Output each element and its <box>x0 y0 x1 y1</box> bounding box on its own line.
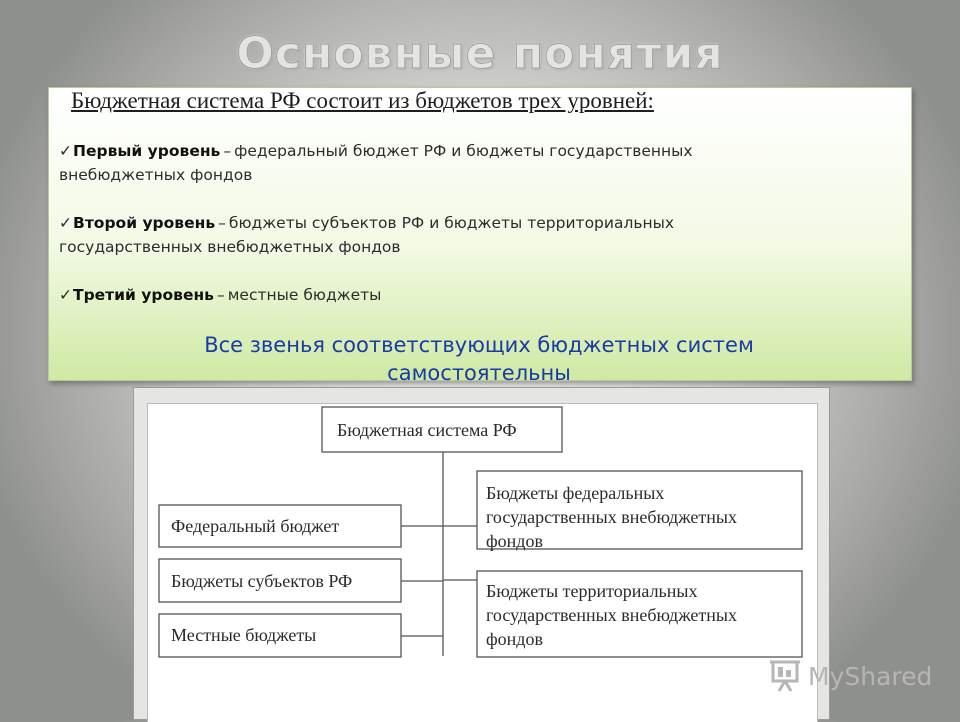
info-panel <box>48 87 912 385</box>
node-subject-budgets <box>159 559 401 602</box>
level-term: Первый уровень <box>73 142 221 160</box>
node-label: Местные бюджеты <box>171 625 317 645</box>
presentation-board-icon <box>768 659 804 693</box>
level-dash: – <box>216 286 225 304</box>
node-label: Бюджеты субъектов РФ <box>171 571 353 591</box>
level-dash: – <box>218 214 226 232</box>
root-label: Бюджетная система РФ <box>337 420 517 440</box>
level-desc-line1: бюджеты субъектов РФ и бюджеты территориальных <box>228 214 675 232</box>
level-term: Третий уровень <box>73 286 214 304</box>
level-desc-line1: местные бюджеты <box>227 286 382 304</box>
node-local-budgets <box>159 614 401 657</box>
node-label-line-1: Бюджеты федеральных <box>486 483 665 503</box>
check-icon: ✓ <box>59 286 72 304</box>
diagram-frame <box>133 387 830 720</box>
connector-lines <box>401 452 477 656</box>
node-federal-funds <box>477 471 802 551</box>
node-label-line-3: фондов <box>486 531 543 551</box>
check-icon: ✓ <box>59 142 72 160</box>
level-desc-line2: государственных внебюджетных фондов <box>59 238 401 256</box>
level-term: Второй уровень <box>73 214 216 232</box>
summary-line-2: самостоятельны <box>387 361 571 385</box>
node-territorial-funds <box>477 571 802 657</box>
node-label-line-1: Бюджеты территориальных <box>486 581 698 601</box>
summary-line-1: Все звенья соответствующих бюджетных систем <box>204 333 754 357</box>
node-label-line-2: государственных внебюджетных <box>486 605 737 625</box>
level-dash: – <box>223 142 232 160</box>
diagram-sheet <box>147 403 818 722</box>
budget-structure-diagram <box>148 404 817 722</box>
level-item-3 <box>59 283 381 307</box>
node-label-line-2: государственных внебюджетных <box>486 507 737 527</box>
level-item-1 <box>59 139 693 187</box>
summary-text <box>159 331 799 387</box>
panel-heading: Бюджетная система РФ состоит из бюджетов трех уровней: <box>71 88 654 113</box>
node-label-line-3: фондов <box>486 629 543 649</box>
node-label: Федеральный бюджет <box>171 516 340 536</box>
level-item-2 <box>59 211 674 259</box>
node-federal-budget <box>159 505 401 547</box>
level-desc-line2: внебюджетных фондов <box>59 166 253 184</box>
watermark-text: MyShared <box>808 661 933 691</box>
level-desc-line1: федеральный бюджет РФ и бюджеты государственных <box>234 142 693 160</box>
watermark <box>768 656 932 696</box>
slide-title: Основные понятия <box>236 28 724 79</box>
check-icon: ✓ <box>59 214 72 232</box>
root-node <box>322 407 562 452</box>
